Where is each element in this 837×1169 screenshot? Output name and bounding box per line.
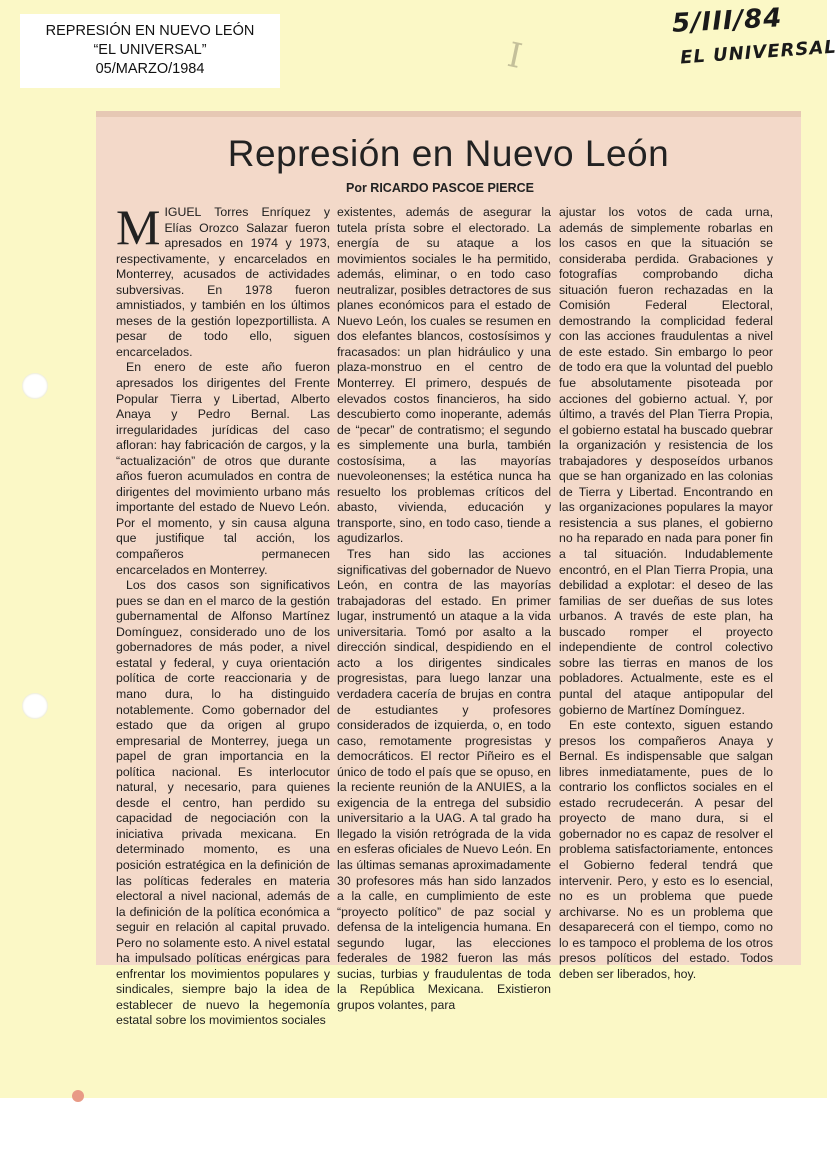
- paragraph: existentes, además de asegurar la tutela prísta sobre el electorado. La energía de su ataque a los movimientos sociales le ha permitido, además, eliminar, o en todo caso neutralizar, posibles detractores de sus planes económicos para el estado de Nuevo León, los cuales se resumen en dos elefantes blancos, costosísimos y fracasados: un plan hidráulico y una plaza-monstruo en el centro de Monterrey. El primero, después de elevados costos financieros, ha sido descubierto como inoperante, además de “pecar” de contratismo; el segundo es simplemente una burla, también costosísima, a las mayorías nuevoleonenses; la estética nunca ha resuelto los problemas críticos del abasto, vivienda, educación y transporte, sino, en todo caso, tiende a agudizarlos.: [337, 205, 551, 546]
- drop-cap: M: [116, 199, 161, 255]
- paragraph-text: Torres Enríquez y Elías Orozco Salazar fueron apresados en 1974 y 1973, respectivamente, y encarcelados en Monterrey, acusados de actividades subversivas. En 1978 fueron amnistiados, y también en los últimos meses de la gestión lopezportillista. A pesar de todo ello, siguen encarcelados.: [116, 205, 330, 359]
- article-headline: Represión en Nuevo León: [227, 133, 670, 174]
- article-byline: Por RICARDO PASCOE PIERCE: [346, 181, 534, 195]
- punch-hole-bottom: [22, 693, 48, 719]
- paragraph: Los dos casos son significativos pues se dan en el marco de la gestión gubernamental de Alfonso Martínez Domínguez, considerado uno de los gobernadores de más poder, a nivel estatal y federal, y cuya orientación política de corte reaccionaria y de mano dura, lo ha distinguido notablemente. Como gobernador del estado que da origen al grupo empresarial de Monterrey, juega un papel de gran importancia en la política nacional. Es interlocutor natural, y necesario, para quienes desde el centro, han perdido su capacidad de negociación con la iniciativa privada mexicana. En determinado momento, es una posición estratégica en la definición de las políticas federales en materia electoral a nivel nacional, además de la definición de la política económica a seguir en relación al capital pruvado. Pero no solamente esto. A nivel estatal ha impulsado políticas enérgicas para enfrentar los movimientos populares y sindicales, siempre bajo la idea de establecer de nuevo la hegemonía estatal sobre los movimientos sociales: [116, 578, 330, 1028]
- punch-hole-top: [22, 373, 48, 399]
- handwritten-date: 5/III/84: [671, 3, 784, 39]
- paragraph: En este contexto, siguen estando presos los compañeros Anaya y Bernal. Es indispensable que salgan libres inmediatamente, pues de lo contrario los conflictos sociales en el estado recrudecerán. A pesar del proyecto de mano dura, si el gobernador no es capaz de resolver el problema satisfactoriamente, entonces el Gobierno federal tendrá que intervenir. Pero, y esto es lo esencial, no es un problema que puede archivarse. No es un problema que desaparecerá con el tiempo, como no lo es tampoco el problema de los otros presos políticos del estado. Todos deben ser liberados, hoy.: [559, 718, 773, 981]
- article-column-2: [337, 205, 551, 1013]
- label-title: REPRESIÓN EN NUEVO LEÓN: [45, 23, 255, 39]
- paragraph: ajustar los votos de cada urna, además de simplemente robarlas en los casos en que la situación se consideraba perdida. Grabaciones y fotografías comprobando dicha situación fueron rechazadas en la Comisión Federal Electoral, demostrando la complicidad federal con las acciones fraudulentas a nivel de este estado. Sin embargo lo peor de todo era que la voluntad del pueblo fue absolutamente pisoteada por acciones del gobierno actual. Y, por último, a través del Plan Tierra Propia, el gobierno estatal ha buscado quebrar la organización y resistencia de los trabajadores y desposeídos urbanos que se han organizado en las colonias de Tierra y Libertad. Encontrando en las organizaciones populares la mayor resistencia a sus planes, el gobierno no ha reparado en nada para poner fin a tal situación. Indudablemente encontró, en el Plan Tierra Propia, una debilidad a explotar: el deseo de las familias de ser dueñas de sus lotes urbanos. A través de este plan, ha buscado romper el proyecto independiente de control colectivo sobre las tierras en manos de los pobladores. Actualmente, este es el puntal del ataque antipopular del gobierno de Martínez Domínguez.: [559, 205, 773, 717]
- paragraph: En enero de este año fueron apresados los dirigentes del Frente Popular Tierra y Libertad, Alberto Anaya y Pedro Bernal. Las irregularidades jurídicas del caso afloran: hay fabricación de cargos, y la “actualización” de otros que durante años fueron acumulados en contra de dirigentes del movimiento urbano más importante del estado de Nuevo León. Por el momento, y sin causa alguna que justifique tal acción, los compañeros permanecen encarcelados en Monterrey.: [116, 360, 330, 577]
- newspaper-clipping: [96, 117, 801, 1028]
- pencil-mark: I: [503, 35, 526, 77]
- handwritten-newspaper: EL UNIVERSAL: [679, 36, 837, 69]
- article-column-3: [559, 205, 773, 982]
- label-newspaper: “EL UNIVERSAL”: [93, 42, 207, 58]
- paragraph: Tres han sido las acciones significativas del gobernador de Nuevo León, en contra de las mayorías trabajadoras del estado. En primer lugar, instrumentó un ataque a la vida universitaria. Tomó por asalto a la dirección sindical, despidiendo en el acto a los dirigentes sindicales progresistas, para luego lanzar una verdadera cacería de brujas en contra de estudiantes y profesores considerados de izquierda, o, en todo caso, remotamente progresistas y democráticos. El rector Piñeiro es el único de todo el país que se opuso, en la reciente reunión de la ANUIES, a la exigencia de la entrega del subsidio universitario a la UAG. A tal grado ha llegado la visión retrógrada de la vida en esferas oficiales de Nuevo León. En las últimas semanas aproximadamente 30 profesores más han sido lanzados a la calle, en cumplimiento de este “proyecto político” de paz social y defensa de la inteligencia humana. En segundo lugar, las elecciones federales de 1982 fueron las más sucias, turbias y fraudulentas de toda la República Mexicana. Existieron grupos volantes, para: [337, 547, 551, 1012]
- drop-cap-rest: IGUEL: [164, 205, 202, 219]
- corner-mark: [72, 1090, 84, 1102]
- label-date: 05/MARZO/1984: [95, 61, 205, 77]
- archive-label: [20, 14, 280, 88]
- paragraph: [116, 199, 330, 360]
- article-column-1: [116, 199, 330, 1029]
